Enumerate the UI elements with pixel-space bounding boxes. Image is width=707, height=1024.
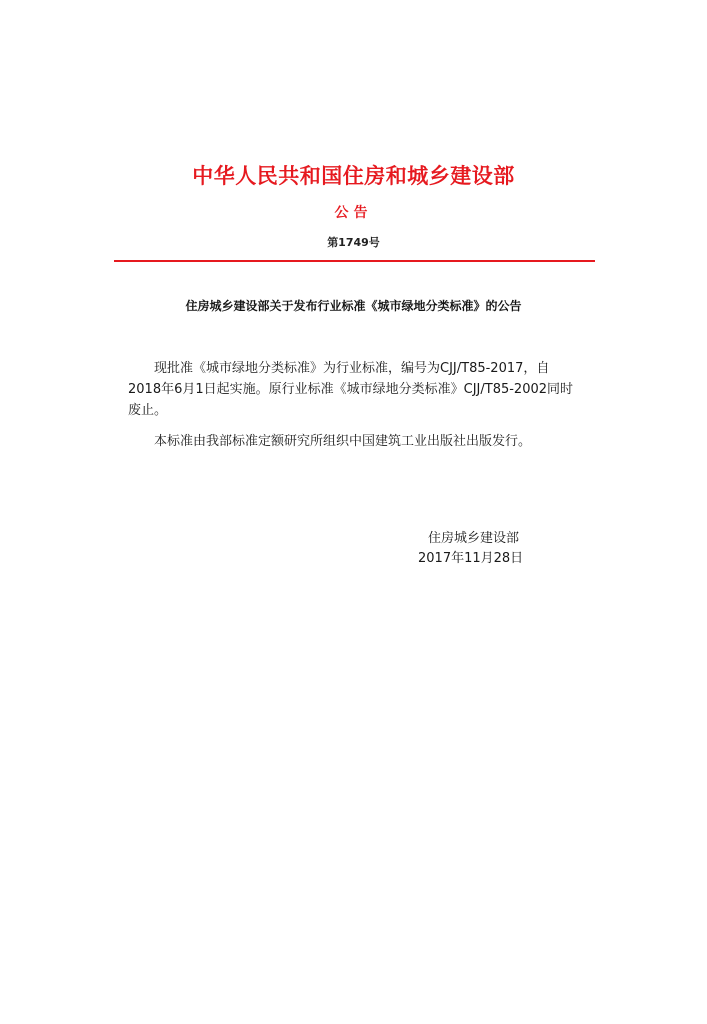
- notice-title: 住房城乡建设部关于发布行业标准《城市绿地分类标准》的公告: [185, 299, 522, 313]
- signature-organization: 住房城乡建设部: [428, 531, 520, 546]
- signature-block: [418, 529, 558, 569]
- body-paragraph-2: 本标准由我部标准定额研究所组织中国建筑工业出版社出版发行。: [154, 434, 532, 449]
- document-type: 公告: [334, 205, 373, 221]
- document-number: 第1749号: [327, 236, 380, 249]
- header-divider: [114, 260, 595, 262]
- body-paragraph-1: 现批准《城市绿地分类标准》为行业标准，编号为CJJ/T85-2017，自2018年6月1日起实施。原行业标准《城市绿地分类标准》CJJ/T85-2002同时废止。: [128, 361, 574, 418]
- issuer-title: 中华人民共和国住房和城乡建设部: [192, 164, 515, 188]
- signature-date: 2017年11月28日: [418, 551, 524, 566]
